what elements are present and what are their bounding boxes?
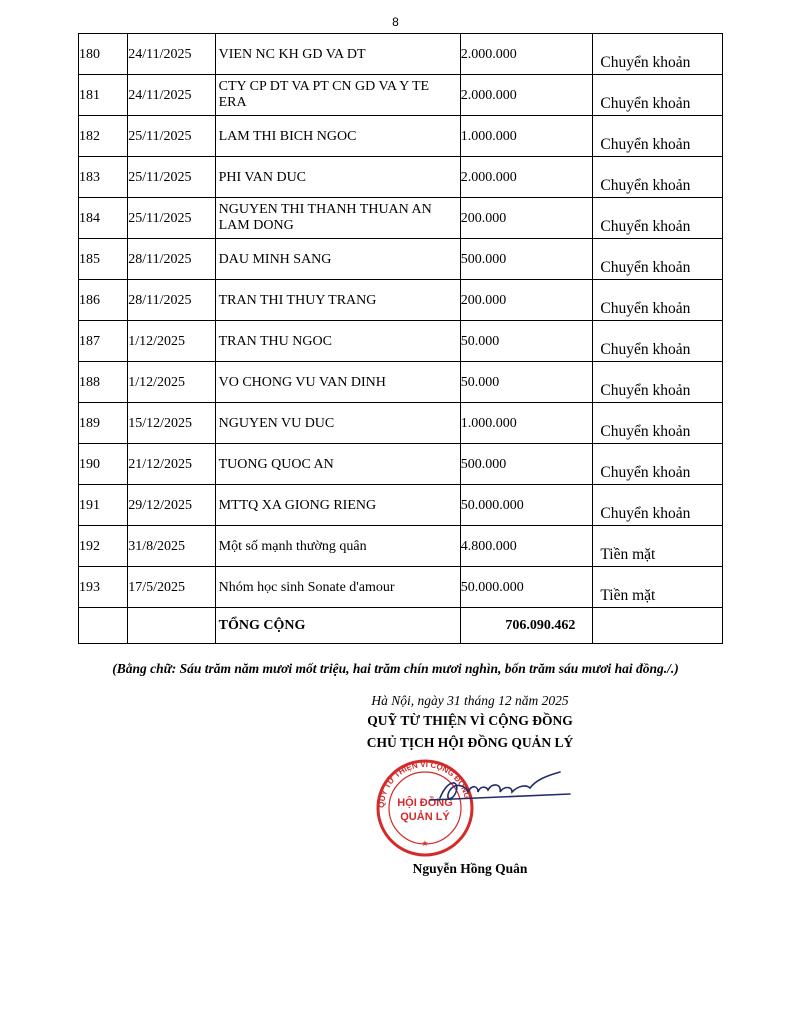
stt-cell	[79, 34, 128, 75]
row-date: 29/12/2025	[128, 498, 192, 513]
name-cell	[215, 567, 460, 608]
table-row	[79, 321, 723, 362]
row-name: CTY CP DT VA PT CN GD VA Y TE ERA	[218, 79, 430, 110]
stamp-and-signature	[370, 758, 580, 858]
stt-cell	[79, 239, 128, 280]
row-stt: 181	[79, 88, 100, 103]
name-cell	[215, 280, 460, 321]
table-row	[79, 116, 723, 157]
row-method: Chuyển khoản	[600, 341, 691, 358]
amount-cell	[460, 75, 593, 116]
stt-cell	[79, 116, 128, 157]
method-cell	[593, 198, 723, 239]
row-name: TUONG QUOC AN	[218, 457, 334, 472]
name-cell	[215, 526, 460, 567]
row-stt: 185	[79, 252, 100, 267]
row-date: 31/8/2025	[128, 539, 185, 554]
amount-cell	[460, 157, 593, 198]
name-cell	[215, 34, 460, 75]
name-cell	[215, 239, 460, 280]
row-amount: 1.000.000	[460, 416, 517, 431]
row-stt: 187	[79, 334, 100, 349]
table-row	[79, 157, 723, 198]
amount-cell	[460, 567, 593, 608]
donation-table	[78, 33, 723, 644]
stamp-center-text-2: QUẢN LÝ	[400, 811, 450, 823]
row-amount: 500.000	[460, 457, 507, 472]
date-cell	[128, 34, 215, 75]
method-cell	[593, 444, 723, 485]
table-row	[79, 526, 723, 567]
date-cell	[128, 75, 215, 116]
total-stt-cell	[79, 608, 128, 644]
method-cell	[593, 526, 723, 567]
date-cell	[128, 444, 215, 485]
row-amount: 50.000	[460, 334, 500, 349]
row-name: NGUYEN THI THANH THUAN AN LAM DONG	[218, 202, 432, 233]
table-row	[79, 34, 723, 75]
row-stt: 188	[79, 375, 100, 390]
table-row	[79, 75, 723, 116]
table-row	[79, 485, 723, 526]
row-date: 25/11/2025	[128, 170, 192, 185]
row-amount: 200.000	[460, 293, 507, 308]
row-stt: 193	[79, 580, 100, 595]
row-method: Chuyển khoản	[600, 259, 691, 276]
row-stt: 180	[79, 47, 100, 62]
total-amount: 706.090.462	[505, 617, 576, 633]
date-cell	[128, 526, 215, 567]
total-method-cell	[593, 608, 723, 644]
stt-cell	[79, 567, 128, 608]
name-cell	[215, 403, 460, 444]
row-name: TRAN THI THUY TRANG	[218, 293, 377, 308]
amount-cell	[460, 34, 593, 75]
stt-cell	[79, 526, 128, 567]
stt-cell	[79, 280, 128, 321]
name-cell	[215, 485, 460, 526]
table-row	[79, 567, 723, 608]
row-amount: 2.000.000	[460, 47, 517, 62]
stt-cell	[79, 157, 128, 198]
stt-cell	[79, 321, 128, 362]
row-stt: 182	[79, 129, 100, 144]
row-stt: 189	[79, 416, 100, 431]
stamp-ring-text: QUỸ TỪ THIỆN VÌ CỘNG ĐỒNG	[376, 759, 472, 809]
date-cell	[128, 157, 215, 198]
date-cell	[128, 403, 215, 444]
date-cell	[128, 198, 215, 239]
place-date: Hà Nội, ngày 31 tháng 12 năm 2025	[371, 693, 569, 708]
row-date: 24/11/2025	[128, 88, 192, 103]
name-cell	[215, 198, 460, 239]
amount-cell	[460, 362, 593, 403]
date-cell	[128, 239, 215, 280]
row-date: 28/11/2025	[128, 293, 192, 308]
row-amount: 50.000.000	[460, 498, 524, 513]
signer-name: Nguyễn Hồng Quân	[412, 861, 528, 876]
row-name: TRAN THU NGOC	[218, 334, 332, 349]
row-method: Chuyển khoản	[600, 505, 691, 522]
total-label-cell	[215, 608, 460, 644]
row-method: Tiền mặt	[600, 546, 656, 563]
method-cell	[593, 321, 723, 362]
method-cell	[593, 116, 723, 157]
method-cell	[593, 34, 723, 75]
row-amount: 50.000.000	[460, 580, 524, 595]
row-amount: 2.000.000	[460, 170, 517, 185]
row-stt: 191	[79, 498, 100, 513]
row-stt: 190	[79, 457, 100, 472]
row-date: 15/12/2025	[128, 416, 192, 431]
date-cell	[128, 321, 215, 362]
table-row	[79, 198, 723, 239]
total-date-cell	[128, 608, 215, 644]
row-name: VO CHONG VU VAN DINH	[218, 375, 386, 390]
table-row	[79, 280, 723, 321]
row-name: NGUYEN VU DUC	[218, 416, 335, 431]
svg-text:★: ★	[421, 839, 429, 848]
row-method: Chuyển khoản	[600, 300, 691, 317]
row-name: VIEN NC KH GD VA DT	[218, 47, 366, 62]
amount-cell	[460, 526, 593, 567]
total-amount-cell	[460, 608, 593, 644]
row-name: MTTQ XA GIONG RIENG	[218, 498, 377, 513]
row-amount: 4.800.000	[460, 539, 517, 554]
amount-cell	[460, 239, 593, 280]
row-stt: 183	[79, 170, 100, 185]
method-cell	[593, 403, 723, 444]
row-date: 17/5/2025	[128, 580, 185, 595]
row-method: Chuyển khoản	[600, 136, 691, 153]
stt-cell	[79, 485, 128, 526]
row-method: Chuyển khoản	[600, 218, 691, 235]
method-cell	[593, 362, 723, 403]
amount-cell	[460, 321, 593, 362]
row-date: 1/12/2025	[128, 334, 185, 349]
row-name: Một số mạnh thường quân	[218, 539, 367, 554]
name-cell	[215, 116, 460, 157]
row-name: Nhóm học sinh Sonate d'amour	[218, 580, 395, 595]
row-date: 25/11/2025	[128, 211, 192, 226]
total-label: TỔNG CỘNG	[218, 617, 306, 633]
date-cell	[128, 485, 215, 526]
row-date: 21/12/2025	[128, 457, 192, 472]
row-amount: 500.000	[460, 252, 507, 267]
row-stt: 184	[79, 211, 100, 226]
row-amount: 1.000.000	[460, 129, 517, 144]
method-cell	[593, 280, 723, 321]
row-method: Chuyển khoản	[600, 464, 691, 481]
method-cell	[593, 239, 723, 280]
table-row	[79, 239, 723, 280]
row-name: LAM THI BICH NGOC	[218, 129, 357, 144]
row-amount: 50.000	[460, 375, 500, 390]
amount-in-words: (Bằng chữ: Sáu trăm năm mươi mốt triệu, hai trăm chín mươi nghìn, bốn trăm sáu mươi hai đồng./.)	[112, 661, 679, 676]
table-row	[79, 444, 723, 485]
row-amount: 200.000	[460, 211, 507, 226]
date-cell	[128, 567, 215, 608]
stt-cell	[79, 75, 128, 116]
page-number: 8	[392, 15, 399, 29]
stt-cell	[79, 444, 128, 485]
stt-cell	[79, 403, 128, 444]
method-cell	[593, 75, 723, 116]
name-cell	[215, 157, 460, 198]
name-cell	[215, 75, 460, 116]
stamp-center-text-1: HỘI ĐỒNG	[397, 797, 453, 809]
amount-cell	[460, 403, 593, 444]
row-method: Chuyển khoản	[600, 423, 691, 440]
name-cell	[215, 362, 460, 403]
total-row	[79, 608, 723, 644]
table-row	[79, 403, 723, 444]
row-method: Chuyển khoản	[600, 54, 691, 71]
row-date: 1/12/2025	[128, 375, 185, 390]
amount-cell	[460, 280, 593, 321]
amount-cell	[460, 198, 593, 239]
row-method: Tiền mặt	[600, 587, 656, 604]
row-date: 25/11/2025	[128, 129, 192, 144]
amount-cell	[460, 485, 593, 526]
stt-cell	[79, 362, 128, 403]
organization-name: QUỸ TỪ THIỆN VÌ CỘNG ĐỒNG	[367, 713, 573, 728]
row-method: Chuyển khoản	[600, 177, 691, 194]
row-name: PHI VAN DUC	[218, 170, 307, 185]
row-date: 24/11/2025	[128, 47, 192, 62]
date-cell	[128, 280, 215, 321]
name-cell	[215, 444, 460, 485]
table-row	[79, 362, 723, 403]
row-method: Chuyển khoản	[600, 382, 691, 399]
date-cell	[128, 116, 215, 157]
signer-role: CHỦ TỊCH HỘI ĐỒNG QUẢN LÝ	[366, 735, 574, 750]
donation-table-body	[79, 34, 723, 608]
row-method: Chuyển khoản	[600, 95, 691, 112]
amount-cell	[460, 116, 593, 157]
name-cell	[215, 321, 460, 362]
row-amount: 2.000.000	[460, 88, 517, 103]
row-stt: 192	[79, 539, 100, 554]
red-seal-icon	[377, 760, 472, 855]
amount-cell	[460, 444, 593, 485]
row-name: DAU MINH SANG	[218, 252, 332, 267]
method-cell	[593, 567, 723, 608]
row-date: 28/11/2025	[128, 252, 192, 267]
date-cell	[128, 362, 215, 403]
row-stt: 186	[79, 293, 100, 308]
method-cell	[593, 157, 723, 198]
stt-cell	[79, 198, 128, 239]
method-cell	[593, 485, 723, 526]
